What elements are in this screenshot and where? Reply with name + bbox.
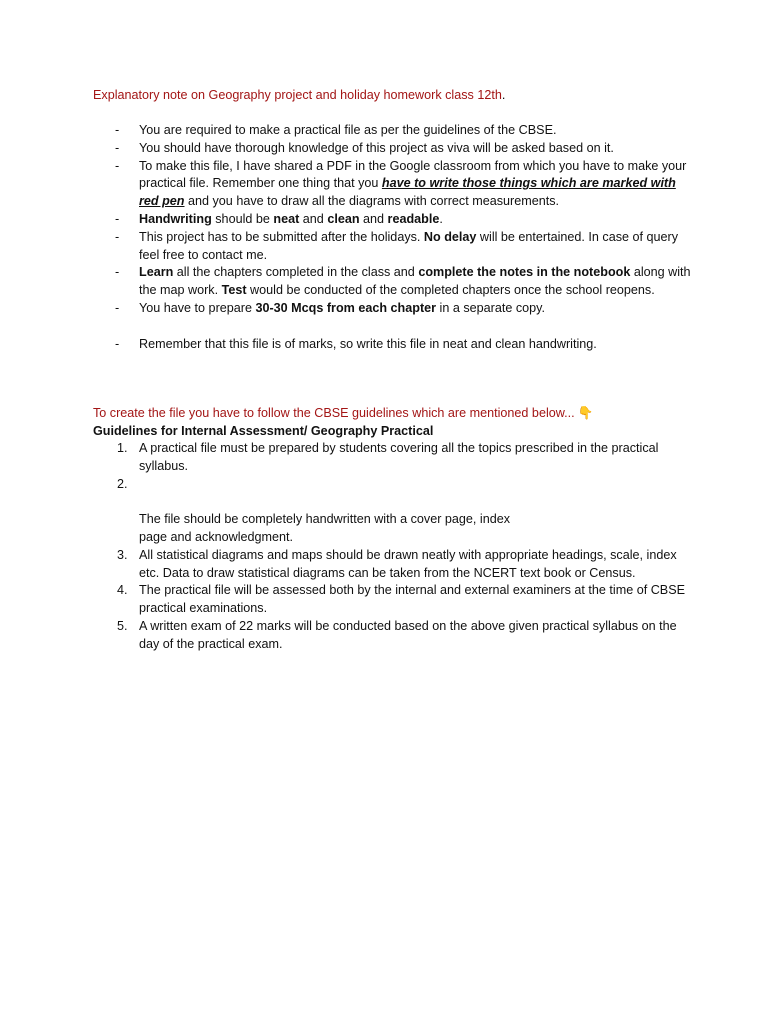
guideline-item [93,547,693,583]
instruction-text: all the chapters completed in the class and [173,265,419,280]
instruction-text: You should have thorough knowledge of this project as viva will be asked based on it. [139,140,614,155]
instruction-item [93,300,693,318]
emphasis: clean [327,211,360,226]
guideline-number: 3. [117,547,128,562]
dash-marker: - [115,229,120,244]
instruction-text: would be conducted of the completed chapters once the school reopens. [246,283,655,298]
instruction-item [93,264,693,300]
emphasis: Handwriting [139,211,212,226]
guideline-item [93,582,693,618]
instruction-text: along with the map work. [139,265,691,298]
instruction-text: and [299,211,328,226]
instruction-text: in a separate copy. [436,300,546,315]
title-period: . [501,88,506,102]
instruction-text: This project has to be submitted after the holidays. [139,229,424,244]
emphasis: neat [273,211,300,226]
instruction-item [93,122,693,140]
dash-marker: - [115,140,120,155]
guidelines-list [93,440,693,654]
instruction-text: You have to prepare [139,300,256,315]
guidelines-intro [93,405,733,423]
guidelines-intro-text: To create the file you have to follow the CBSE guidelines which are mentioned below... [93,406,575,420]
title-text: Explanatory note on Geography project and holiday homework class 12th [93,88,502,102]
guideline-text: A written exam of 22 marks will be conducted based on the above given practical syllabus on the day of the practical exam. [139,618,677,651]
guideline-text: All statistical diagrams and maps should be drawn neatly with appropriate headings, scale, index etc. Data to draw statistical diagrams can be taken from the NCERT text book or Census. [139,547,677,580]
dash-marker: - [115,265,120,280]
guideline-number: 1. [117,441,128,455]
document-title [93,87,733,105]
instruction-text: Remember that this file is of marks, so write this file in neat and clean handwriting. [139,336,597,351]
guideline-text: The practical file will be assessed both by the internal and external examiners at the time of CBSE practical examinations. [139,583,686,616]
instruction-text: . [439,211,443,226]
instruction-text: You are required to make a practical file as per the guidelines of the CBSE. [139,123,557,137]
emphasis: readable [387,211,440,226]
instruction-item [93,211,693,229]
guideline-number: 5. [117,618,128,633]
emphasis: No delay [423,229,477,244]
emphasis: Test [221,283,247,298]
dash-marker: - [115,336,120,351]
guidelines-heading: Guidelines for Internal Assessment/ Geography Practical [93,424,434,438]
instruction-text: and you have to draw all the diagrams with correct measurements. [184,194,559,209]
instruction-text: and [359,211,388,226]
instruction-item [93,336,693,354]
dash-marker: - [115,123,120,137]
guideline-number: 4. [117,583,128,598]
instruction-item [93,158,693,211]
instruction-item [93,140,693,158]
guideline-item [93,476,693,547]
instruction-text: To make this file, I have shared a PDF in the Google classroom from which you have to make your practical file. Remember one thing that you [139,158,687,191]
instruction-text: should be [211,211,274,226]
dash-marker: - [115,211,120,226]
emphasis: complete the notes in the notebook [418,265,631,280]
guideline-item [93,440,693,476]
dash-marker: - [115,158,120,173]
emphasis: Learn [139,265,174,280]
guideline-text: A practical file must be prepared by students covering all the topics prescribed in the practical syllabus. [139,441,659,473]
red-pen-emphasis: have to write those things which are marked with red pen [139,176,676,209]
pointing-down-icon: 👇 [577,406,594,420]
guideline-number: 2. [117,476,128,491]
dash-marker: - [115,300,120,315]
guideline-text: The file should be completely handwritten with a cover page, index page and acknowledgment. [139,512,511,544]
instructions-list [93,122,693,353]
guideline-item [93,618,693,654]
instruction-item [93,229,693,265]
emphasis: 30-30 Mcqs from each chapter [255,300,437,315]
instruction-text: will be entertained. In case of query feel free to contact me. [139,229,679,262]
